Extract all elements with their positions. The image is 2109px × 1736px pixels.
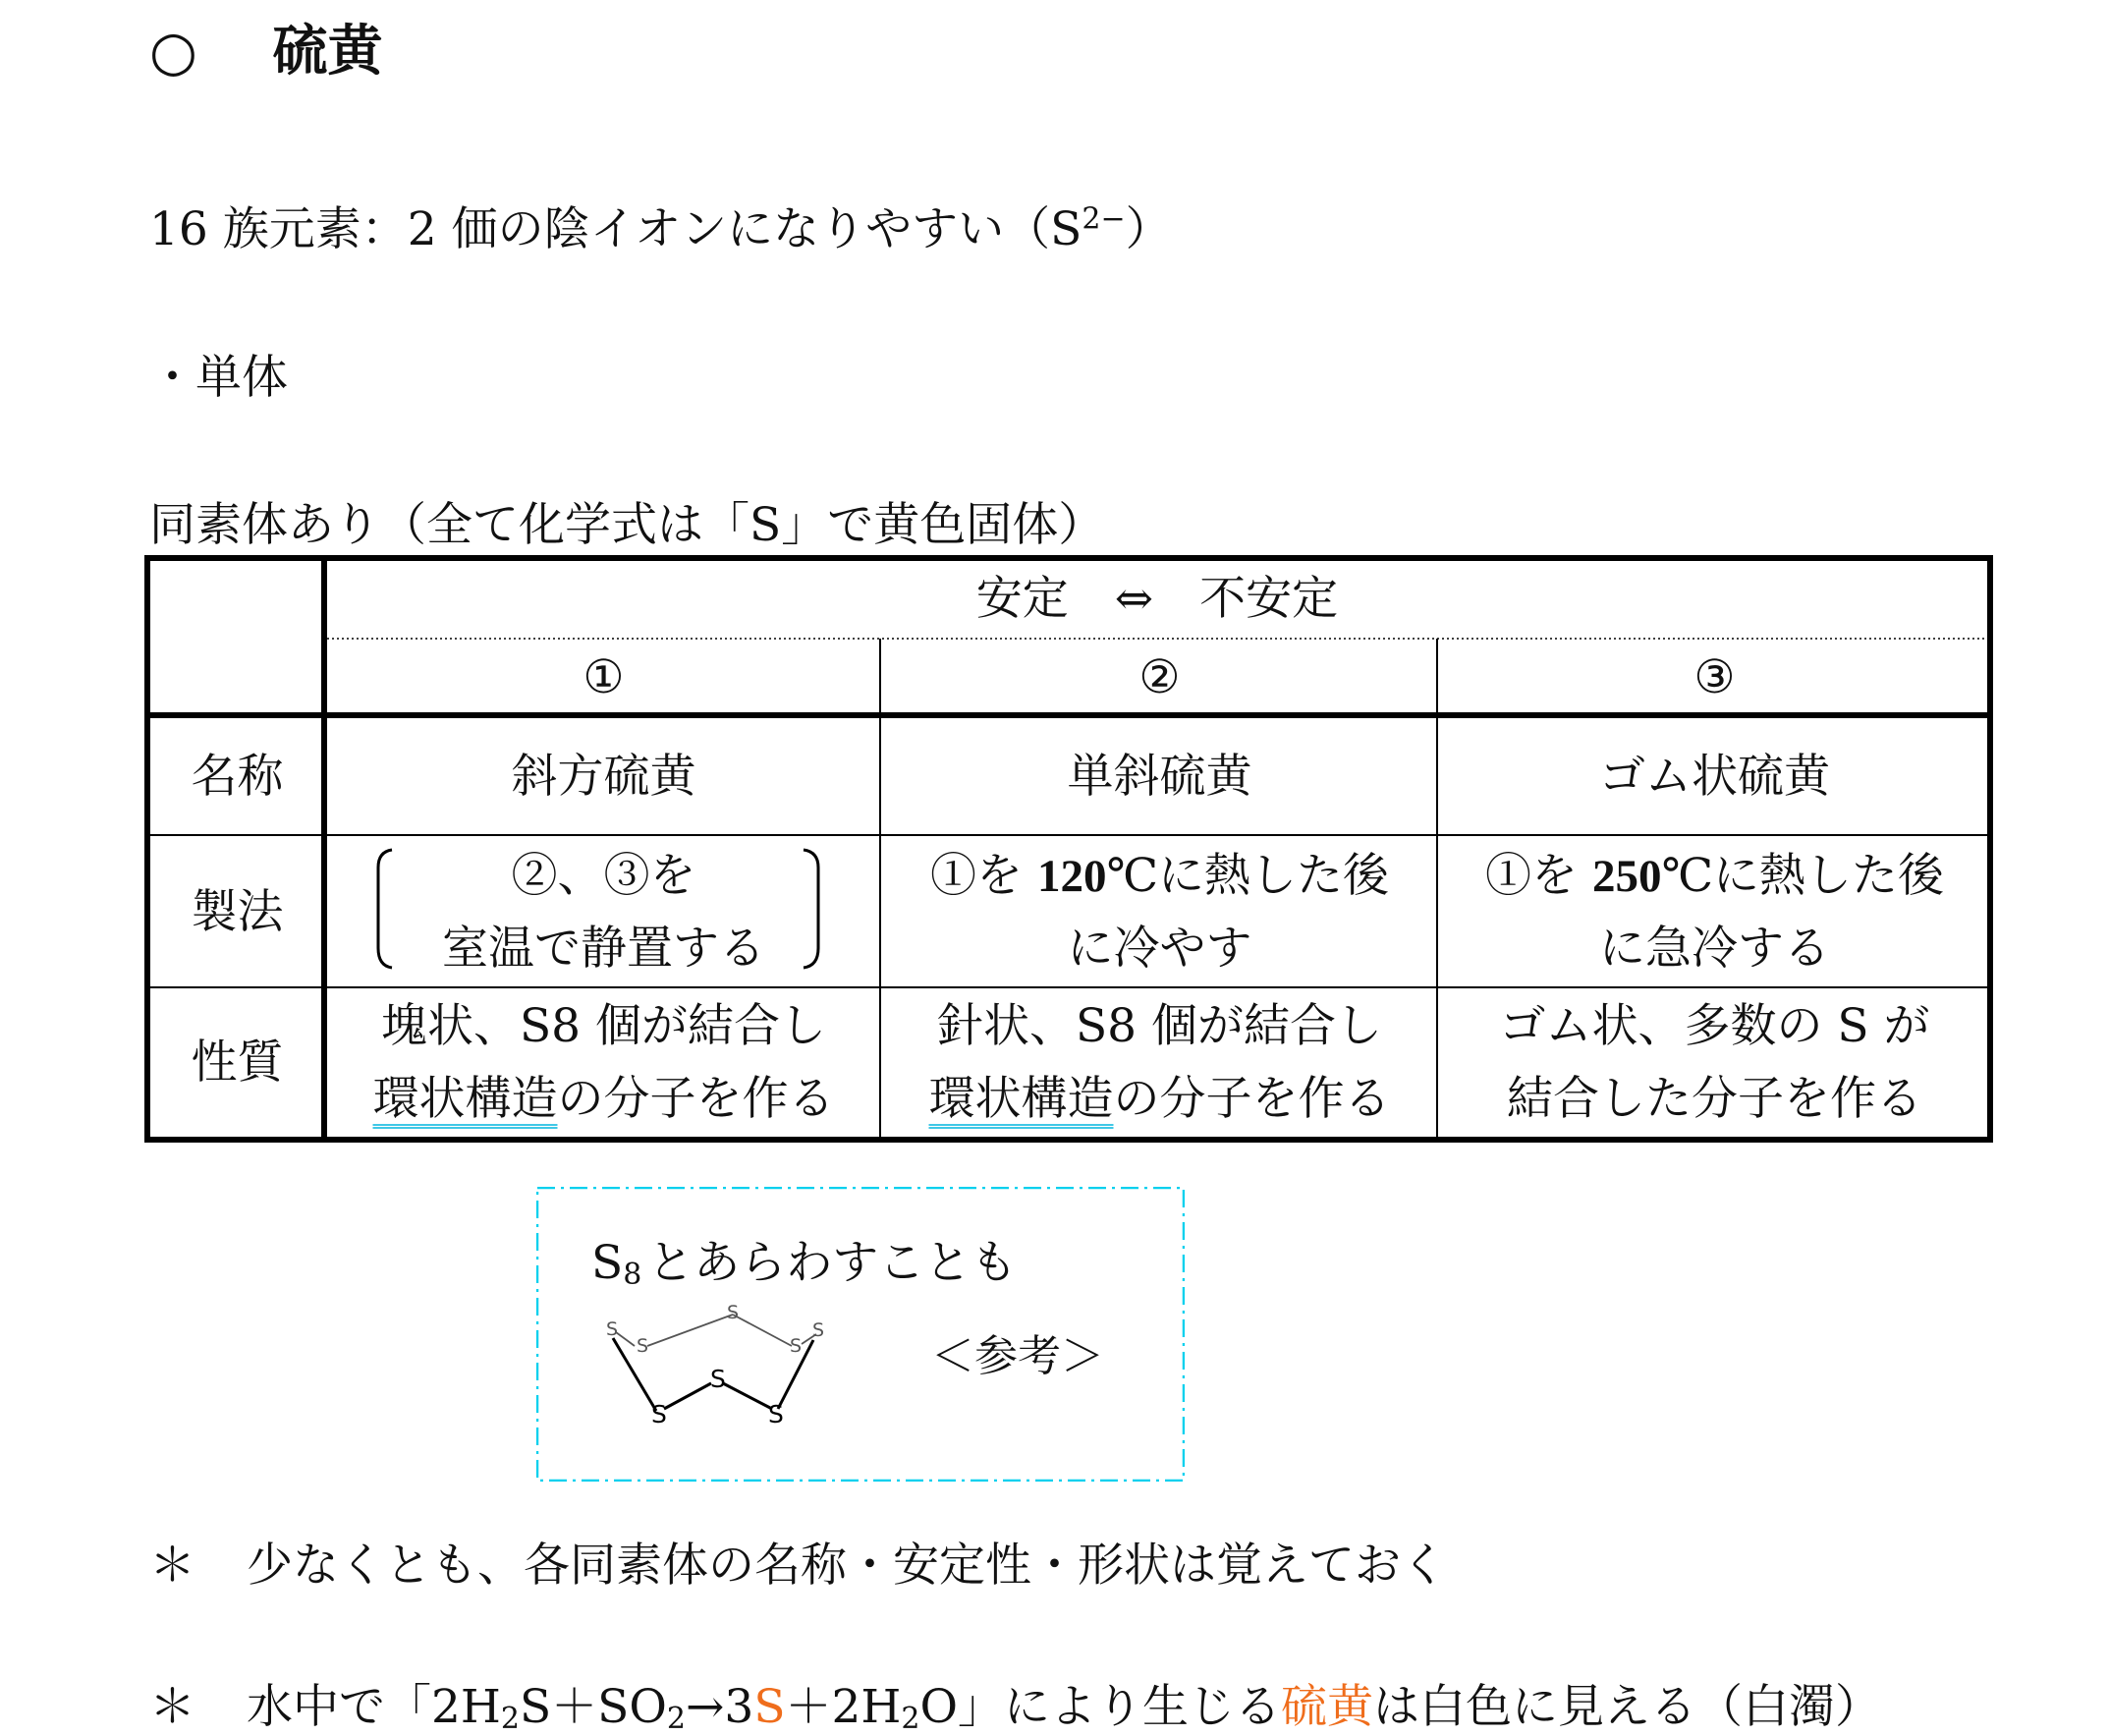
method-3-post: ℃に熱した後 <box>1661 848 1945 903</box>
note-2-pre: 水中で「2H <box>247 1680 501 1734</box>
note-2-mid2: →3 <box>686 1680 754 1734</box>
note-2 <box>149 1670 1881 1736</box>
atom-s7: S <box>651 1400 667 1428</box>
page-title <box>149 8 383 86</box>
property-2-line2: の分子を作る <box>1113 1072 1391 1126</box>
note-2-sulfur-orange: 硫黄 <box>1281 1680 1374 1734</box>
note-2-mid4: O」により生じる <box>919 1680 1282 1734</box>
s8-ring-diagram <box>595 1303 890 1460</box>
reference-label: ＜参考＞ <box>931 1331 1104 1381</box>
atom-s3: S <box>727 1303 740 1323</box>
property-3-line2: 結合した分子を作る <box>1507 1072 1922 1126</box>
property-1-underlined: 環状構造 <box>372 1072 558 1126</box>
allotrope-note: 同素体あり（全て化学式は「S」で黄色固体） <box>149 498 1105 552</box>
note-2-s-orange: S <box>753 1680 786 1734</box>
method-cell-3 <box>1439 837 1990 987</box>
atom-s4: S <box>790 1335 803 1357</box>
method-1-line1: ②、③を <box>511 848 696 903</box>
note-1 <box>149 1529 1447 1595</box>
s8-subscript: 8 <box>623 1258 642 1292</box>
group-close: ） <box>1125 202 1172 256</box>
method-2-line2: に冷やす <box>1067 921 1252 976</box>
name-cell-3: ゴム状硫黄 <box>1599 749 1830 804</box>
method-cell-1 <box>327 837 880 987</box>
method-3-line2: に急冷する <box>1599 921 1830 976</box>
note-2-sub1: 2 <box>500 1702 520 1736</box>
col-number-3: ③ <box>1693 650 1736 704</box>
note-2-sub3: 2 <box>901 1702 920 1736</box>
atom-s6: S <box>710 1365 726 1393</box>
property-cell-2 <box>882 989 1437 1137</box>
reference-box <box>536 1187 1185 1482</box>
allotrope-table <box>144 555 1993 1143</box>
name-cell-2: 単斜硫黄 <box>1067 749 1252 804</box>
row-header-method: 製法 <box>191 884 284 939</box>
note-2-mid3: ＋2H <box>785 1680 902 1734</box>
atom-s2: S <box>637 1335 649 1357</box>
atom-s5: S <box>812 1319 825 1341</box>
row-header-name: 名称 <box>191 749 284 804</box>
s8-symbol: S <box>591 1236 624 1290</box>
group-label: 16 族元素：2 価の陰イオンになりやすい（S <box>149 202 1082 256</box>
method-cell-2 <box>882 837 1437 987</box>
col-number-2: ② <box>1138 650 1181 704</box>
property-1-line1: 塊状、S8 個が結合し <box>380 999 827 1053</box>
note-2-post: は白色に見える（白濁） <box>1373 1680 1882 1734</box>
atom-s1: S <box>606 1318 619 1340</box>
note-2-mid1: S＋SO <box>519 1680 667 1734</box>
stability-header: 安定 ⇔ 不安定 <box>975 572 1339 626</box>
property-2-underlined: 環状構造 <box>928 1072 1114 1126</box>
note-1-mark: ＊ <box>149 1539 195 1593</box>
method-3-temp: 250 <box>1591 850 1662 902</box>
note-2-mark: ＊ <box>149 1680 195 1734</box>
note-2-sub2: 2 <box>666 1702 687 1736</box>
circle-mark: ○ <box>149 20 197 84</box>
s8-caption <box>591 1226 1017 1292</box>
atom-s8: S <box>768 1400 784 1428</box>
col-number-1: ① <box>583 650 625 704</box>
ion-charge: 2− <box>1082 201 1126 237</box>
method-2-temp: 120 <box>1036 850 1107 902</box>
method-1-line2: 室温で静置する <box>442 921 765 976</box>
name-cell-1: 斜方硫黄 <box>511 749 696 804</box>
method-2-post: ℃に熱した後 <box>1106 848 1390 903</box>
property-cell-1 <box>327 989 880 1137</box>
section-bullet: ・単体 <box>149 351 288 405</box>
method-2-pre: ①を <box>929 848 1037 903</box>
row-header-property: 性質 <box>191 1036 284 1090</box>
s8-text: とあらわすことも <box>647 1236 1018 1290</box>
note-1-text: 少なくとも、各同素体の名称・安定性・形状は覚えておく <box>247 1539 1447 1593</box>
property-cell-3 <box>1439 989 1990 1137</box>
property-3-line1: ゴム状、多数の S が <box>1499 999 1930 1053</box>
property-2-line1: 針状、S8 個が結合し <box>936 999 1383 1053</box>
title-text: 硫黄 <box>272 20 383 84</box>
method-3-pre: ①を <box>1484 848 1592 903</box>
group-description <box>149 193 1172 258</box>
property-1-line2: の分子を作る <box>557 1072 835 1126</box>
